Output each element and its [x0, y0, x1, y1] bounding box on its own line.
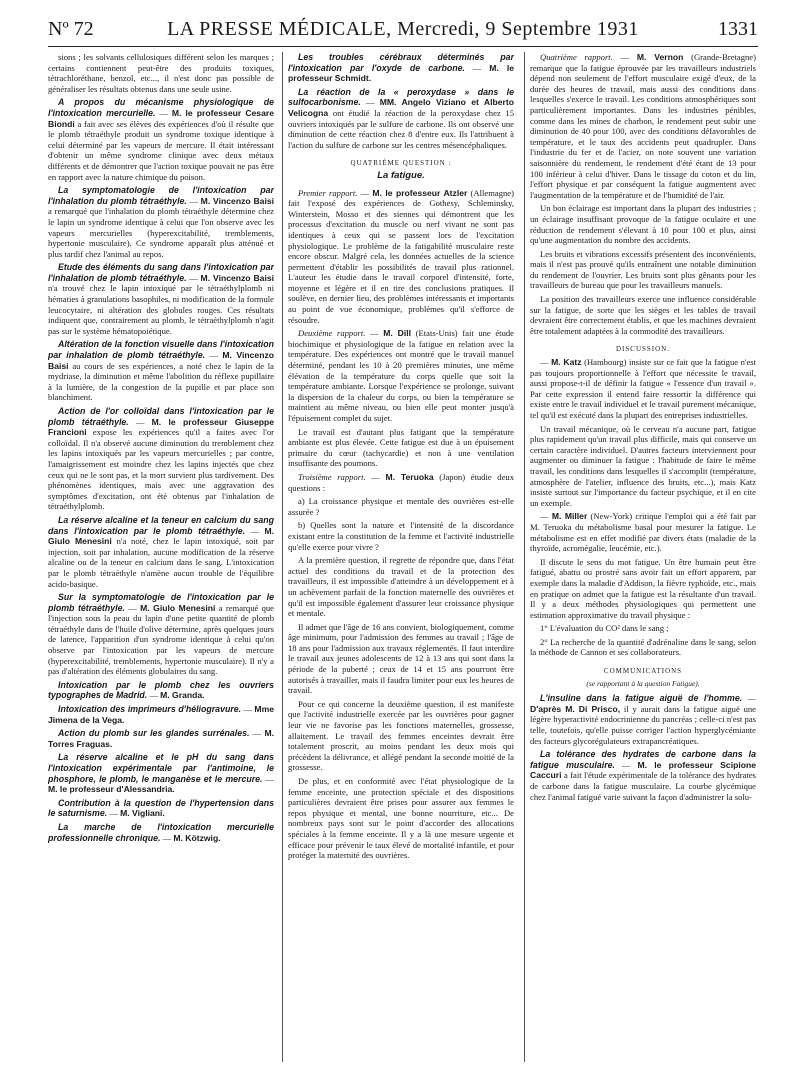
entry-text: a fait avec ses élèves des expériences d'où il résulte que le plomb tétraéthyle produit un syndrome toxique identique à celui déterminé par les vapeurs de mercure. Il était intéressant d'obtenir un même syndrome clinique avec deux métaux différents et de démontrer que l'action toxique pouvait ne pas être en rapport avec la nature chimique du poison. — [48, 118, 274, 182]
paragraph: A la première question, il regrette de répondre que, dans l'état actuel des conditions du travail et de la protection des travailleurs, il est impossible d'atteindre à un développement et à un achèvement parfait de la fonction maternelle des ouvrières et qu'il est impossible également d'assurer leur croissance physique et mentale. — [288, 555, 514, 619]
report-author: M. le professeur Atzler — [372, 187, 468, 198]
entry-author: M. Torres Fraguas. — [48, 728, 274, 749]
column-2 — [288, 52, 514, 1072]
entry-title: La réserve alcaline et la teneur en calcium du sang dans l'intoxication par le plomb tétraéthyle. — [48, 514, 274, 536]
communication-entry: Action du plomb sur les glandes surrénales. — M. Torres Fraguas. — [48, 728, 274, 749]
entry-author: M. Vincenzo Baisi — [200, 272, 274, 283]
entry-title: Contribution à la question de l'hypertension dans le saturnisme. — [48, 797, 274, 819]
entry-title: Action de l'or colloïdal dans l'intoxication par le plomb tétraéthyle. — [48, 406, 274, 427]
entry-text: au cours de ses expériences, a noté chez le lapin de la mydriase, la diminution et même l'abolition du réflexe pupillaire à la lumière, de la congestion de la pupille et par place son blanchiment. — [48, 360, 274, 403]
entry-title: La marche de l'intoxication mercurielle professionnelle chronique. — [48, 821, 274, 843]
entry-text: ont étudié la réaction de la peroxydase chez 15 ouvriers intoxiqués par le sulfure de carbone. Ils ont observé une diminution de cette réaction chez 8 d'entre eux. Ils l'attribuent à l'action du sulfure de carbone sur les centres mésencéphaliques. — [288, 107, 514, 150]
entry-title: La réserve alcaline et le pH du sang dans l'intoxication expérimentale par l'antimoine, le phosphore, le plomb, le manganèse et le mercure. — [48, 752, 274, 784]
entry-author: M. le professeur Giuseppe Francioni — [48, 416, 274, 438]
report-text: (Allemagne) fait l'exposé des expériences de Gothesy, Schleminsky, Winterstein, Mosso et des siennes qui démontrent que les processus d'excitation du muscle ou nerf vivant ne sont pas identiques à ceux qui se passent lors de l'excitation physiologique. Le problème de la fatigabilité musculaire reste encore obscur. Malgré cela, les données actuelles de la science permettent d'établir les possibilités de travail plus rationnel. L'auteur les étudie dans le travail corporel d'intensité, forte, moyenne et légère et il en tire des conclusions pratiques. Il soulève, en dernier lieu, des problèmes intéressants et importants au point de vue économique, problèmes qu'il s'efforce de résoudre. — [288, 187, 514, 325]
entry-text: n'a noté, chez le lapin intoxiqué, soit par injection, soit par inhalation, aucune modification de la réserve alcaline ou de la teneur en calcium dans le sang. L'intoxication par le plomb tétraéthyle n'amène aucun trouble de l'équilibre acido-basique. — [48, 536, 274, 589]
report-author: M. Teruoka — [385, 471, 434, 482]
entry-author: MM. Angelo Viziano et Alberto Velicogna — [288, 97, 514, 118]
report-label: Premier rapport. — [298, 187, 358, 198]
entry-text: expose les expériences qu'il a faites avec l'or colloïdal. Il n'a observé aucune diminution du tremblement chez les lapins intoxiqués par les vapeurs mercurielles ; par contre, l'amaigrissement est moindre chez les lapins injectés que chez ceux qui ne le sont pas, et la mort survient plus tardivement. Des phénomènes identiques, mais avec une aggravation des symptômes d'excitation, ont été obtenus par l'inhalation de tétraéthylplomb. — [48, 427, 274, 512]
communication-entry: Sur la symptomatologie de l'intoxication par le plomb tétraéthyle. — M. Giulo Menesini a remarqué que l'injection sous la peau du lapin d'une petite quantité de plomb tétraéthyle dans de l'huile d'olive détermine, après quelques jours de latence, l'apparition d'un syndrome identique à celui qu'on observe par l'intoxication par les vapeurs de mercure (hyperexcitabilité, tremblements, hypertonie musculaire). Il n'y a pas d'altération des éléments globulaires du sang. — [48, 592, 274, 677]
report-label: Troisième rapport. — [298, 471, 366, 482]
entry-title: Intoxication des imprimeurs d'héliogravure. — [58, 704, 242, 715]
entry-title: La symptomatologie de l'intoxication par l'inhalation du plomb tétraéthyle. — [48, 185, 274, 206]
section-subtitle: (se rapportant à la question Fatigue). — [586, 678, 700, 688]
report-author: M. Miller — [551, 511, 588, 522]
communication-entry: Altération de la fonction visuelle dans l'intoxication par inhalation de plomb tétraéthyle. — M. Vincenzo Baisi au cours de ses expériences, a noté chez le lapin de la mydriase, la diminution et même l'abolition du réflexe pupillaire à la lumière, de la congestion de la pupille et par place son blanchiment. — [48, 339, 274, 403]
section-title: La fatigue. — [377, 169, 425, 181]
communication-entry: Les troubles cérébraux déterminés par l'intoxication par l'oxyde de carbone. — M. le professeur Schmidt. — [288, 52, 514, 84]
entry-title: L'insuline dans la fatigue aiguë de l'homme. — [540, 693, 743, 704]
entry-title: Altération de la fonction visuelle dans l'intoxication par inhalation de plomb tétraéthyle. — [48, 339, 274, 361]
journal-title: LA PRESSE MÉDICALE, Mercredi, 9 Septembre 1931 — [167, 18, 639, 40]
communication-entry: La symptomatologie de l'intoxication par l'inhalation du plomb tétraéthyle. — M. Vincenzo Baisi a remarqué que l'inhalation du plomb tétraéthyle détermine chez le lapin un syndrome identique à celui que l'on observe avec les vapeurs mercurielles (hyperexcitabilité, tremblements, hypertonie musculaire). Ce syndrome apparaît plus atténué et plus tardif chez l'animal au repos. — [48, 185, 274, 259]
entry-author: M. le professeur Scipione Caccuri — [530, 759, 756, 781]
section-heading: DISCUSSION. — [616, 345, 670, 354]
paragraph: Un bon éclairage est important dans la plupart des industries ; un éclairage insuffisant provoque de la fatigue oculaire et une réduction de rendement s'élevant à 10 pour 100 et plus, ainsi qu'une augmentation du nombre des accidents. — [530, 203, 756, 246]
entry-text: a remarqué que l'inhalation du plomb tétraéthyle détermine chez le lapin un syndrome identique à celui que l'on observe avec les vapeurs mercurielles (hyperexcitabilité, tremblements, hypertonie musculaire). Ce syndrome apparaît plus atténué et plus tardif chez l'animal au repos. — [48, 206, 274, 259]
paragraph: 2° La recherche de la quantité d'adrénaline dans le sang, selon la méthode de Cannon et ses collaborateurs. — [530, 636, 756, 658]
page-number: 1331 — [718, 18, 758, 40]
entry-author: M. Granda. — [160, 690, 205, 701]
paragraph: Il admet que l'âge de 16 ans convient, biologiquement, comme âge minimum, pour l'admission des femmes au travail ; l'âge de 18 ans pour l'admission aux travaux réglementés. Il faut interdire le travail aux jeunes adolescents de 12 à 13 ans qui sont dans la période de la puberté ; ceux de 14 et 15 ans pourront être autorisés à travailler, mais il faudra limiter pour eux les heures de travail. — [288, 621, 514, 696]
paragraph: Pour ce qui concerne la deuxième question, il est manifeste que l'activité industrielle exercée par les ouvrières pour gagner leur vie ne favorise pas les fonctions maternelles, grossesse, allaitement. Le travail des femmes enceintes devrait être totalement proscrit, au moins pendant les deux mois qui précèdent la délivrance, et allégé pendant la seconde moitié de la grossesse. — [288, 698, 514, 773]
communication-entry: La réaction de la « peroxydase » dans le sulfocarbonisme. — MM. Angelo Viziano et Alberto Velicogna ont étudié la réaction de la peroxydase chez 15 ouvriers intoxiqués par le sulfure de carbone. Ils ont observé une diminution de cette réaction chez 8 d'entre eux. Ils l'attribuent à l'action du sulfure de carbone sur les centres mésencéphaliques. — [288, 86, 514, 150]
report-text: (New-York) critique l'emploi qui a été fait par M. Teruoka du métabolisme basal pour mesurer la fatigue. Le métabolisme est en effet modifié par divers états (maladie de la thyroïde, acromégalie, leucémie, etc.). — [530, 511, 756, 554]
article-columns — [48, 52, 758, 1072]
communication-entry: L'insuline dans la fatigue aiguë de l'homme. — D'après M. Di Prisco, il y aurait dans la fatigue aiguë une légère hyperactivité endocrinienne du pancréas ; celle-ci n'est pas telle, toutefois, qu'elle puisse corriger l'action hyperglycémiante des facteurs glycorégulateurs extrapancréatiques. — [530, 693, 756, 746]
entry-author: M. le professeur Schmidt. — [288, 62, 514, 84]
report-entry: — M. Katz (Hambourg) insiste sur ce fait que la fatigue n'est pas toujours proportionnelle à l'effort que nécessite le travail, aussi propose-t-il de définir la fatigue « l'essence d'un travail ». Par cette expression il entend faire ressortir la différence qui existe entre le travail individuel et le travail purement mécanique, tel qu'il est exécuté dans la plupart des entreprises industrielles. — [530, 357, 756, 420]
entry-text: n'a trouvé chez le lapin intoxiqué par le tétraéthylplomb ni hématies à granulations basophiles, ni modification de la formule leucocytaire, ni altération des globules rouges. Ces résultats indiquent que, contrairement au plomb, le tétraéthylplomb n'agit pas sur le système hématopoiétique. — [48, 283, 274, 336]
entry-author: M. Giulo Menesini — [140, 602, 216, 613]
paragraph: Le travail est d'autant plus fatigant que la température ambiante est plus élevée. Cette fatigue est due à un épuisement primaire du cœur (tachycardie) et non à une ventilation insuffisante des poumons. — [288, 426, 514, 469]
paragraph: Un travail mécanique, où le cerveau n'a aucune part, fatigue plus rapidement qu'un travail plus difficile, mais qui conserve un certain caractère individuel. D'autres facteurs interviennent pour augmenter ou diminuer la fatigue : l'habitude de faire le même travail, les conditions dans lesquelles il s'accomplit (température, atmosphère de l'atelier, influence des bruits, etc...), mais Katz insiste surtout sur l'importance du facteur psychique, et il en cite un exemple. — [530, 423, 756, 508]
entry-author: M. Vigliani. — [120, 808, 165, 819]
report-text: (Hambourg) insiste sur ce fait que la fatigue n'est pas toujours proportionnelle à l'effort que nécessite le travail, aussi propose-t-il de définir la fatigue « l'essence d'un travail ». Par cette expression il entend faire ressortir la différence qui existe entre le travail individuel et le travail purement mécanique, tel qu'il est exécuté dans la plupart des entreprises industrielles. — [530, 357, 756, 420]
paragraph: Il discute le sens du mot fatigue. Un être humain peut être fatigué, abattu ou prostré sans avoir fait un effort apparent, par exemple dans la maladie d'Addison, la fièvre typhoïde, etc., mais en pratique on admet que la fatigue est la résultante d'un travail. Il y a deux méthodes physiologiques qui permettent une estimation approximative du travail physique : — [530, 556, 756, 620]
entry-title: Sur la symptomatologie de l'intoxication par le plomb tétraéthyle. — [48, 592, 274, 613]
report-text: (Japon) étudie deux questions : — [288, 471, 514, 493]
paragraph: b) Quelles sont la nature et l'intensité de la discordance existant entre la constitution de la femme et l'activité industrielle qu'elle exerce pour vivre ? — [288, 520, 514, 552]
report-entry: Quatrième rapport. — M. Vernon (Grande-Bretagne) remarque que la fatigue éprouvée par les travailleurs industriels dépend non seulement de l'effort musculaire exigé d'eux, de la durée des heures de travail, mais aussi des conditions dans lesquelles s'exerce le travail. Les conditions atmosphériques sont particulièrement importantes. Dans les industries pénibles, comme dans les mines de charbon, le rendement peut subir une diminution de 40 pour 100, avec des conditions défavorables de température, et le taux des accidents peut quadrupler. Dans l'industrie du fer et de l'acier, on note souvent une variation saisonnière du rendement, le rendement d'été étant de 13 pour 100 inférieur à celui d'hiver. Dans le tissage du coton et du lin, l'effort physique et par conséquent la fatigue augmentent avec l'augmentation de la température et de l'humidité de l'air. — [530, 52, 756, 200]
paragraph: La position des travailleurs exerce une influence considérable sur la fatigue, de sorte que les sièges et les tables de travail devraient être correctement établis, et que les machines devraient être totalement adaptées à la commodité des travailleurs. — [530, 294, 756, 336]
entry-author: M. Vincenzo Baisi — [200, 195, 274, 206]
paragraph: sions ; les solvants cellulosiques différent selon les marques ; certains contiennent peut-être des produits toxiques, tétrachloréthane, benzol, etc..., il n'est donc pas possible de généraliser les résultats obtenus dans une seule usine. — [48, 52, 274, 94]
entry-title: Intoxication par le plomb chez les ouvriers typographes de Madrid. — [48, 679, 274, 701]
paragraph: Les bruits et vibrations excessifs présentent des inconvénients, mais il n'est pas prouvé qu'ils entraînent une notable diminution du rendement de l'ouvrier. Les bruits sont plus gênants pour les travailleurs de bureau que pour les travailleurs manuels. — [530, 248, 756, 291]
section-heading: COMMUNICATIONS — [603, 667, 683, 676]
entry-title: Les troubles cérébraux déterminés par l'intoxication par l'oxyde de carbone. — [288, 52, 514, 73]
entry-author: M. le professeur d'Alessandria. — [48, 784, 175, 795]
report-label: Deuxième rapport. — [298, 328, 366, 339]
report-text: (Etats-Unis) fait une étude biochimique et physiologique de la fatigue en relation avec la température. Des expériences ont montré que le travail manuel déterminé, pendant les 10 à 20 premières minutes, une même élévation de la température du corps quelle que soit la température ambiante. Lorsque l'expérience se prolonge, suivant la dispersion de la chaleur du corps, ou bien la température se maintient au même niveau, ou bien elle peut monter jusqu'à l'épuisement complet du sujet. — [288, 328, 514, 423]
entry-author: M. Vincenzo Baisi — [48, 350, 274, 371]
entry-text: a fait l'étude expérimentale de la tolérance des hydrates de carbone dans la fatigue musculaire. La courbe glycémique chez l'animal fatigué varie suivant la façon d'administrer la solu- — [530, 770, 756, 802]
entry-author: Mme Jimena de la Vega. — [48, 704, 274, 725]
entry-title: La tolérance des hydrates de carbone dans la fatigue musculaire. — [530, 749, 756, 770]
column-1 — [48, 52, 274, 1072]
section-heading: QUATRIÈME QUESTION : — [350, 159, 452, 168]
communication-entry: Intoxication des imprimeurs d'héliogravure. — Mme Jimena de la Vega. — [48, 704, 274, 725]
communication-entry: Contribution à la question de l'hypertension dans le saturnisme. — M. Vigliani. — [48, 797, 274, 819]
entry-text: il y aurait dans la fatigue aiguë une légère hyperactivité endocrinienne du pancréas ; celle-ci n'est pas telle, toutefois, qu'elle puisse corriger l'action hyperglycémiante des facteurs glycorégulateurs extrapancréatiques. — [530, 703, 756, 746]
entry-title: La réaction de la « peroxydase » dans le sulfocarbonisme. — [288, 86, 514, 108]
report-author: M. Dill — [383, 328, 412, 339]
report-entry: Troisième rapport. — M. Teruoka (Japon) étudie deux questions : — [288, 471, 514, 493]
communication-entry: A propos du mécanisme physiologique de l'intoxication mercurielle. — M. le professeur Cesare Biondi a fait avec ses élèves des expériences d'où il résulte que le plomb tétraéthyle produit un syndrome toxique identique à celui déterminé par les vapeurs de mercure. Il était intéressant d'obtenir un même syndrome clinique avec deux métaux différents et de démontrer que l'action toxique pouvait ne pas être en rapport avec la nature chimique du poison. — [48, 97, 274, 182]
paragraph: a) La croissance physique et mentale des ouvrières est-elle assurée ? — [288, 496, 514, 517]
communication-entry: La tolérance des hydrates de carbone dans la fatigue musculaire. — M. le professeur Scipione Caccuri a fait l'étude expérimentale de la tolérance des hydrates de carbone dans la fatigue musculaire. La courbe glycémique chez l'animal fatigué varie suivant la façon d'administrer la solu- — [530, 749, 756, 802]
paragraph: De plus, et en conformité avec l'état physiologique de la femme enceinte, une protection spéciale et des dispositions particulières devraient être prises pour assurer aux femmes le repos physique et mental, une bonne nourriture, etc... De nombreux pays sont sur le point d'accorder des allocations spéciales à la femme enceinte. Il y a là une mesure urgente et efficace pour prévenir le taux élevé de mortalité infantile, et pour protéger la maternité des ouvrières. — [288, 776, 514, 861]
report-author: M. Vernon — [636, 52, 684, 62]
communication-entry: Etude des éléments du sang dans l'intoxication par l'inhalation de plomb tétraéthyle. — M. Vincenzo Baisi n'a trouvé chez le lapin intoxiqué par le tétraéthylplomb ni hématies à granulations basophiles, ni modification de la formule leucocytaire, ni altération des globules rouges. Ces résultats indiquent que, contrairement au plomb, le tétraéthylplomb n'agit pas sur le système hématopoiétique. — [48, 262, 274, 336]
communication-entry: Action de l'or colloïdal dans l'intoxication par le plomb tétraéthyle. — M. le professeur Giuseppe Francioni expose les expériences qu'il a faites avec l'or colloïdal. Il n'a observé aucune diminution du tremblement chez les lapins intoxiqués par les vapeurs mercurielles ; par contre, l'amaigrissement est moindre chez les lapins injectés que chez ceux qui ne le sont pas, et la mort survient plus tardivement. Des phénomènes identiques, mais avec une aggravation des symptômes d'excitation, ont été obtenus par l'inhalation de tétraéthylplomb. — [48, 406, 274, 512]
report-label: Quatrième rapport. — [540, 52, 613, 62]
entry-author: M. le professeur Cesare Biondi — [48, 107, 274, 129]
issue-number: Nº 72 — [48, 18, 94, 40]
entry-author: M. Kötzwig. — [173, 832, 221, 843]
header-rule — [48, 46, 758, 47]
report-entry: Deuxième rapport. — M. Dill (Etats-Unis) fait une étude biochimique et physiologique de la fatigue en relation avec la température. Des expériences ont montré que le travail manuel déterminé, pendant les 10 à 20 premières minutes, une même élévation de la température du corps quelle que soit la température ambiante. Lorsque l'expérience se prolonge, suivant la dispersion de la chaleur du corps, ou bien la température se maintient au même niveau, ou bien elle peut monter jusqu'à l'épuisement complet du sujet. — [288, 328, 514, 423]
entry-title: A propos du mécanisme physiologique de l'intoxication mercurielle. — [48, 97, 274, 118]
entry-title: Action du plomb sur les glandes surrénales. — [58, 728, 250, 739]
entry-author: D'après M. Di Prisco, — [530, 703, 621, 714]
communication-entry: La réserve alcaline et la teneur en calcium du sang dans l'intoxication par le plomb tétraéthyle. — M. Giulo Menesini n'a noté, chez le lapin intoxiqué, soit par injection, soit par inhalation, aucune modification de la réserve alcaline ou de la teneur en calcium dans le sang. L'intoxication par le plomb tétraéthyle n'amène aucun trouble de l'équilibre acido-basique. — [48, 514, 274, 589]
report-text: (Grande-Bretagne) remarque que la fatigue éprouvée par les travailleurs industriels dépend non seulement de l'effort musculaire exigé d'eux, de la durée des heures de travail, mais aussi des conditions dans lesquelles s'exerce le travail. Les conditions atmosphériques sont particulièrement importantes. Dans les industries pénibles, comme dans les mines de charbon, le rendement peut subir une diminution de 40 pour 100, avec des conditions défavorables de température, et le taux des accidents peut quadrupler. Dans l'industrie du fer et de l'acier, on note souvent une variation saisonnière du rendement, le rendement d'été étant de 13 pour 100 inférieur à celui d'hiver. Dans le tissage du coton et du lin, l'effort physique et par conséquent la fatigue augmentent avec l'augmentation de la température et de l'humidité de l'air. — [530, 52, 756, 200]
report-entry: Premier rapport. — M. le professeur Atzler (Allemagne) fait l'exposé des expériences de Gothesy, Schleminsky, Winterstein, Mosso et des siennes qui démontrent que les processus d'excitation du muscle ou nerf vivant ne sont pas identiques à ceux qui se passent lors de l'excitation physiologique. Le problème de la fatigabilité musculaire reste encore obscur. Malgré cela, les données actuelles de la science permettent d'établir les possibilités de travail plus rationnel. L'auteur les étudie dans le travail corporel d'intensité, forte, moyenne et légère et il en tire des conclusions pratiques. Il soulève, en dernier lieu, des problèmes intéressants et importants au point de vue économique, problèmes qu'il s'efforce de résoudre. — [288, 187, 514, 325]
report-author: M. Katz — [551, 357, 582, 368]
entry-author: M. Giulo Menesini — [48, 525, 274, 547]
page-header — [48, 18, 758, 48]
paragraph: 1° L'évaluation du CO² dans le sang ; — [540, 623, 669, 634]
communication-entry: Intoxication par le plomb chez les ouvriers typographes de Madrid. — M. Granda. — [48, 679, 274, 701]
entry-title: Etude des éléments du sang dans l'intoxication par l'inhalation de plomb tétraéthyle. — [48, 262, 274, 283]
column-3 — [530, 52, 756, 1072]
communication-entry: La réserve alcaline et le pH du sang dans l'intoxication expérimentale par l'antimoine, le phosphore, le plomb, le manganèse et le mercure. — M. le professeur d'Alessandria. — [48, 752, 274, 795]
report-entry: — M. Miller (New-York) critique l'emploi qui a été fait par M. Teruoka du métabolisme basal pour mesurer la fatigue. Le métabolisme est en effet modifié par divers états (maladie de la thyroïde, acromégalie, leucémie, etc.). — [530, 511, 756, 554]
communication-entry: La marche de l'intoxication mercurielle professionnelle chronique. — M. Kötzwig. — [48, 821, 274, 843]
entry-text: a remarqué que l'injection sous la peau du lapin d'une petite quantité de plomb tétraéthyle dans de l'huile d'olive détermine, après quelques jours de latence, l'apparition d'un syndrome identique à celui qu'on observe par l'intoxication par les vapeurs de mercure (hyperexcitabilité, tremblements, hypertonie musculaire). Il n'y a pas d'altération des éléments globulaires du sang. — [48, 602, 274, 677]
